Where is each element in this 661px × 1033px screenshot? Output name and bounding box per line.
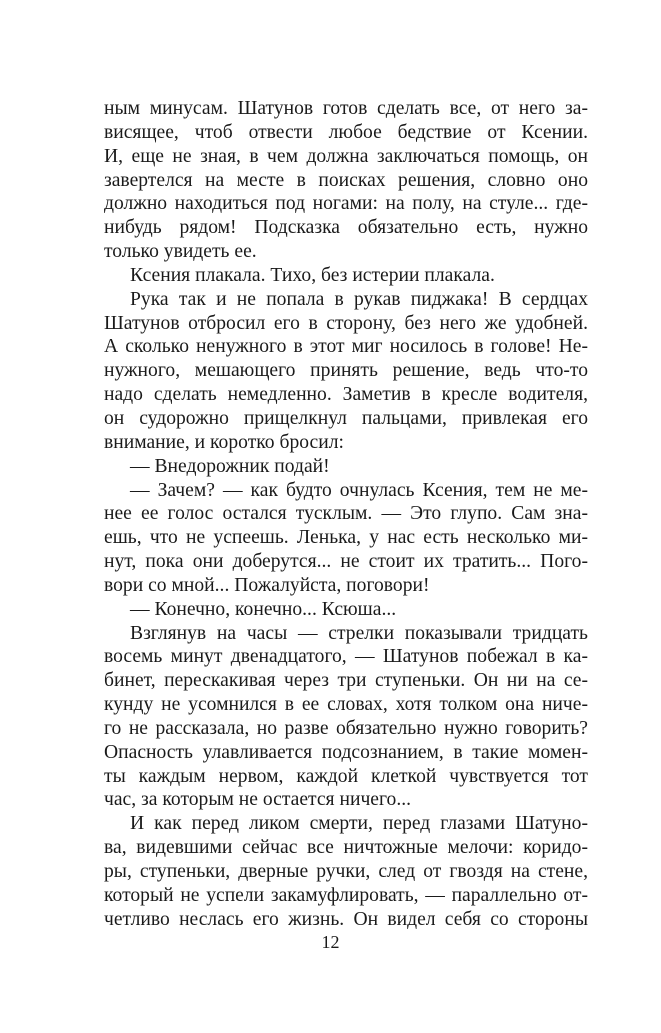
text-line: нужного, мешающего принять решение, ведь что-то (104, 360, 588, 382)
text-line: нибудь рядом! Подсказка обязательно есть, нужно (104, 217, 588, 239)
text-line: Рука так и не попала в рукав пиджака! В сердцах (130, 288, 588, 310)
page-number: 12 (321, 932, 340, 952)
text-line: кунду не усомнился в ее словах, хотя толком она ниче- (104, 694, 588, 716)
text-line: И, еще не зная, в чем должна заключаться помощь, он (104, 145, 588, 167)
body-text (104, 97, 588, 932)
text-line: внимание, и коротко бросил: (104, 431, 344, 453)
text-line: И как перед ликом смерти, перед глазами Шатуно- (130, 813, 588, 835)
text-line: час, за которым не остается ничего... (104, 789, 412, 811)
text-line: он судорожно прищелкнул пальцами, привлекая его (104, 407, 588, 429)
text-line: — Внедорожник подай! (130, 455, 330, 477)
text-line: восемь минут двенадцатого, — Шатунов побежал в ка- (104, 646, 588, 668)
text-line: только увидеть ее. (104, 241, 257, 263)
text-line: бинет, перескакивая через три ступеньки. Он ни на се- (104, 670, 588, 692)
text-line: Взглянув на часы — стрелки показывали тридцать (130, 622, 588, 644)
text-line: — Зачем? — как будто очнулась Ксения, тем не ме- (130, 479, 588, 501)
text-line: должно находиться под ногами: на полу, на стуле... где- (104, 193, 588, 215)
text-line: ты каждым нервом, каждой клеткой чувствуется тот (104, 765, 588, 787)
text-line: ным минусам. Шатунов готов сделать все, от него за- (104, 98, 588, 119)
text-line: четливо неслась его жизнь. Он видел себя со стороны (104, 908, 588, 930)
text-line: надо сделать немедленно. Заметив в кресле водителя, (104, 384, 588, 406)
text-line: завертелся на месте в поисках решения, словно оно (104, 169, 588, 191)
text-line: нут, пока они доберутся... не стоит их тратить... Пого- (104, 551, 588, 573)
text-line: ры, ступеньки, дверные ручки, след от гвоздя на стене, (104, 861, 588, 882)
text-line: го не рассказала, но разве обязательно нужно говорить? (104, 717, 588, 739)
text-line: ва, видевшими сейчас все ничтожные мелочи: коридо- (104, 837, 588, 859)
text-line: нее ее голос остался тусклым. — Это глупо. Сам зна- (104, 503, 588, 525)
text-line: А сколько ненужного в этот миг носилось в голове! Не- (104, 336, 588, 358)
text-line: Ксения плакала. Тихо, без истерии плакала. (130, 264, 495, 286)
text-line: висящее, чтоб отвести любое бедствие от Ксении. (104, 121, 588, 143)
text-line: — Конечно, конечно... Ксюша... (130, 598, 397, 620)
text-line: который не успели закамуфлировать, — параллельно от- (104, 884, 588, 906)
text-line: ешь, что не успеешь. Ленька, у нас есть несколько ми- (104, 527, 588, 549)
text-line: вори со мной... Пожалуйста, поговори! (104, 574, 430, 596)
text-line: Шатунов отбросил его в сторону, без него же удобней. (104, 312, 588, 334)
text-line: Опасность улавливается подсознанием, в такие момен- (104, 741, 588, 763)
